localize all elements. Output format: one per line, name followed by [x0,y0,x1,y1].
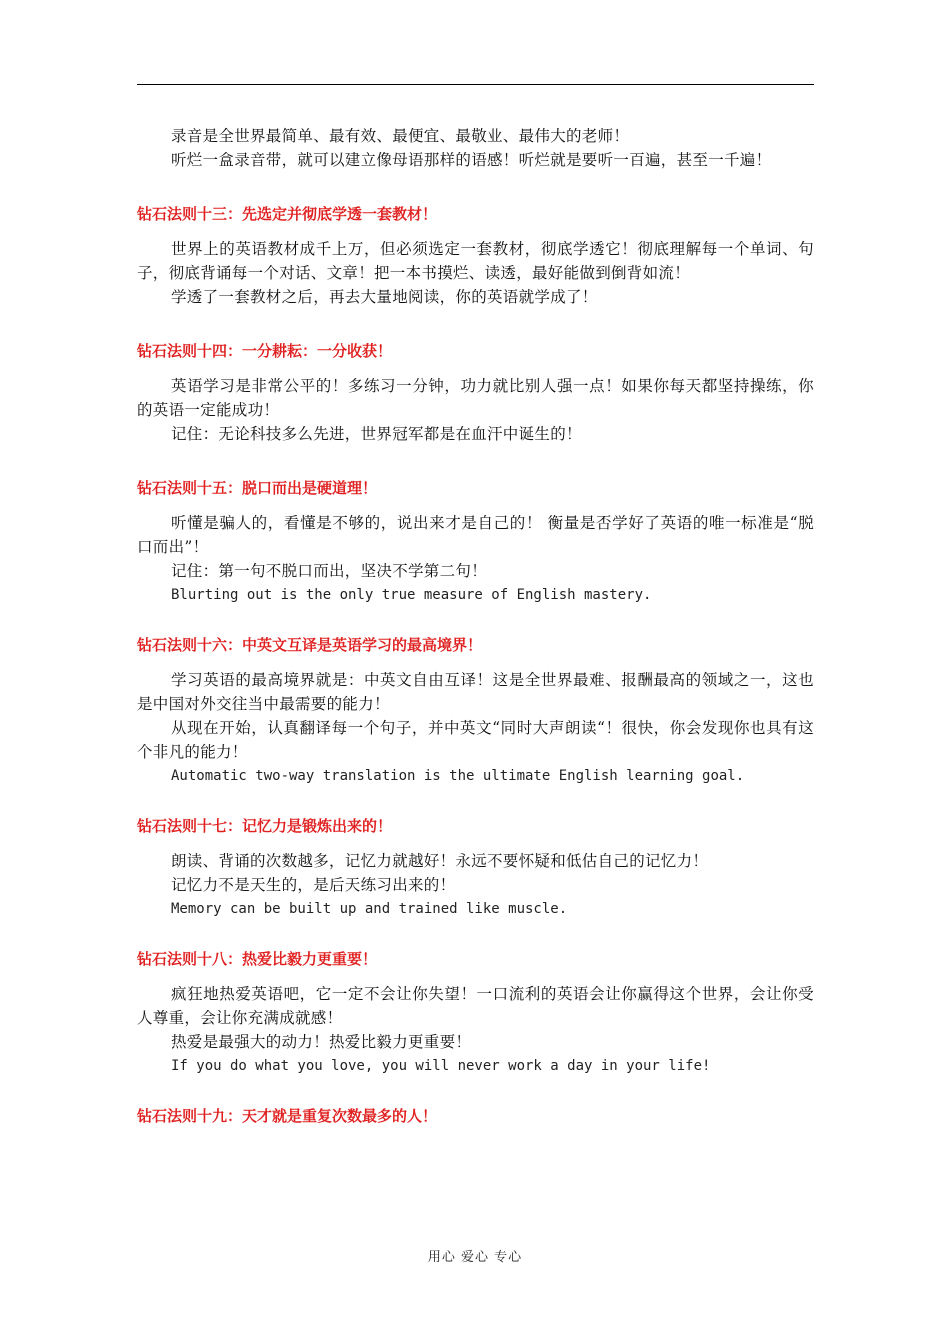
section-rule-17 [137,814,814,921]
intro-block [137,124,814,172]
section-heading: 钻石法则十五：脱口而出是硬道理！ [137,479,378,497]
intro-line: 听烂一盒录音带，就可以建立像母语那样的语感！听烂就是要听一百遍，甚至一千遍！ [171,151,772,169]
section-heading: 钻石法则十九：天才就是重复次数最多的人！ [137,1107,438,1125]
section-heading: 钻石法则十八：热爱比毅力更重要！ [137,950,378,968]
section-paragraph: 记住：无论科技多么先进，世界冠军都是在血汗中诞生的！ [171,425,582,443]
section-paragraph: 世界上的英语教材成千上万，但必须选定一套教材，彻底学透它！彻底理解每一个单词、句子，彻底背诵每一个对话、文章！把一本书摸烂、读透，最好能做到倒背如流！ [137,240,814,282]
section-heading: 钻石法则十七：记忆力是锻炼出来的！ [137,817,393,835]
section-paragraph: 疯狂地热爱英语吧，它一定不会让你失望！一口流利的英语会让你赢得这个世界，会让你受人尊重，会让你充满成就感！ [137,985,814,1027]
english-quote: If you do what you love, you will never work a day in your life! [171,1058,711,1074]
section-heading: 钻石法则十三：先选定并彻底学透一套教材！ [137,205,438,223]
header-rule [137,84,814,85]
section-heading: 钻石法则十四：一分耕耘：一分收获！ [137,342,393,360]
section-rule-18 [137,947,814,1078]
section-paragraph: 听懂是骗人的，看懂是不够的，说出来才是自己的！ 衡量是否学好了英语的唯一标准是“脱口而出”！ [137,514,814,556]
section-paragraph: 热爱是最强大的动力！热爱比毅力更重要！ [171,1033,472,1051]
section-paragraph: 学透了一套教材之后，再去大量地阅读，你的英语就学成了！ [171,288,598,306]
section-rule-16 [137,633,814,788]
section-heading: 钻石法则十六：中英文互译是英语学习的最高境界！ [137,636,483,654]
section-rule-19 [137,1104,814,1128]
section-paragraph: 学习英语的最高境界就是：中英文自由互译！这是全世界最难、报酬最高的领域之一，这也是中国对外交往当中最需要的能力！ [137,671,814,713]
section-paragraph: 朗读、背诵的次数越多，记忆力就越好！永远不要怀疑和低估自己的记忆力！ [171,852,709,870]
page-footer: 用心 爱心 专心 [427,1250,523,1265]
section-rule-13 [137,202,814,309]
section-paragraph: 从现在开始，认真翻译每一个句子，并中英文“同时大声朗读“！很快，你会发现你也具有这个非凡的能力！ [137,719,814,761]
page-content [137,124,814,1139]
section-rule-15 [137,476,814,607]
section-paragraph: 记住：第一句不脱口而出，坚决不学第二句！ [171,562,488,580]
english-quote: Automatic two-way translation is the ultimate English learning goal. [171,768,745,784]
section-paragraph: 记忆力不是天生的，是后天练习出来的！ [171,876,456,894]
section-paragraph: 英语学习是非常公平的！多练习一分钟，功力就比别人强一点！如果你每天都坚持操练，你的英语一定能成功！ [137,377,814,419]
english-quote: Memory can be built up and trained like muscle. [171,901,568,917]
english-quote: Blurting out is the only true measure of English mastery. [171,587,652,603]
section-rule-14 [137,339,814,446]
intro-line: 录音是全世界最简单、最有效、最便宜、最敬业、最伟大的老师！ [171,127,630,145]
